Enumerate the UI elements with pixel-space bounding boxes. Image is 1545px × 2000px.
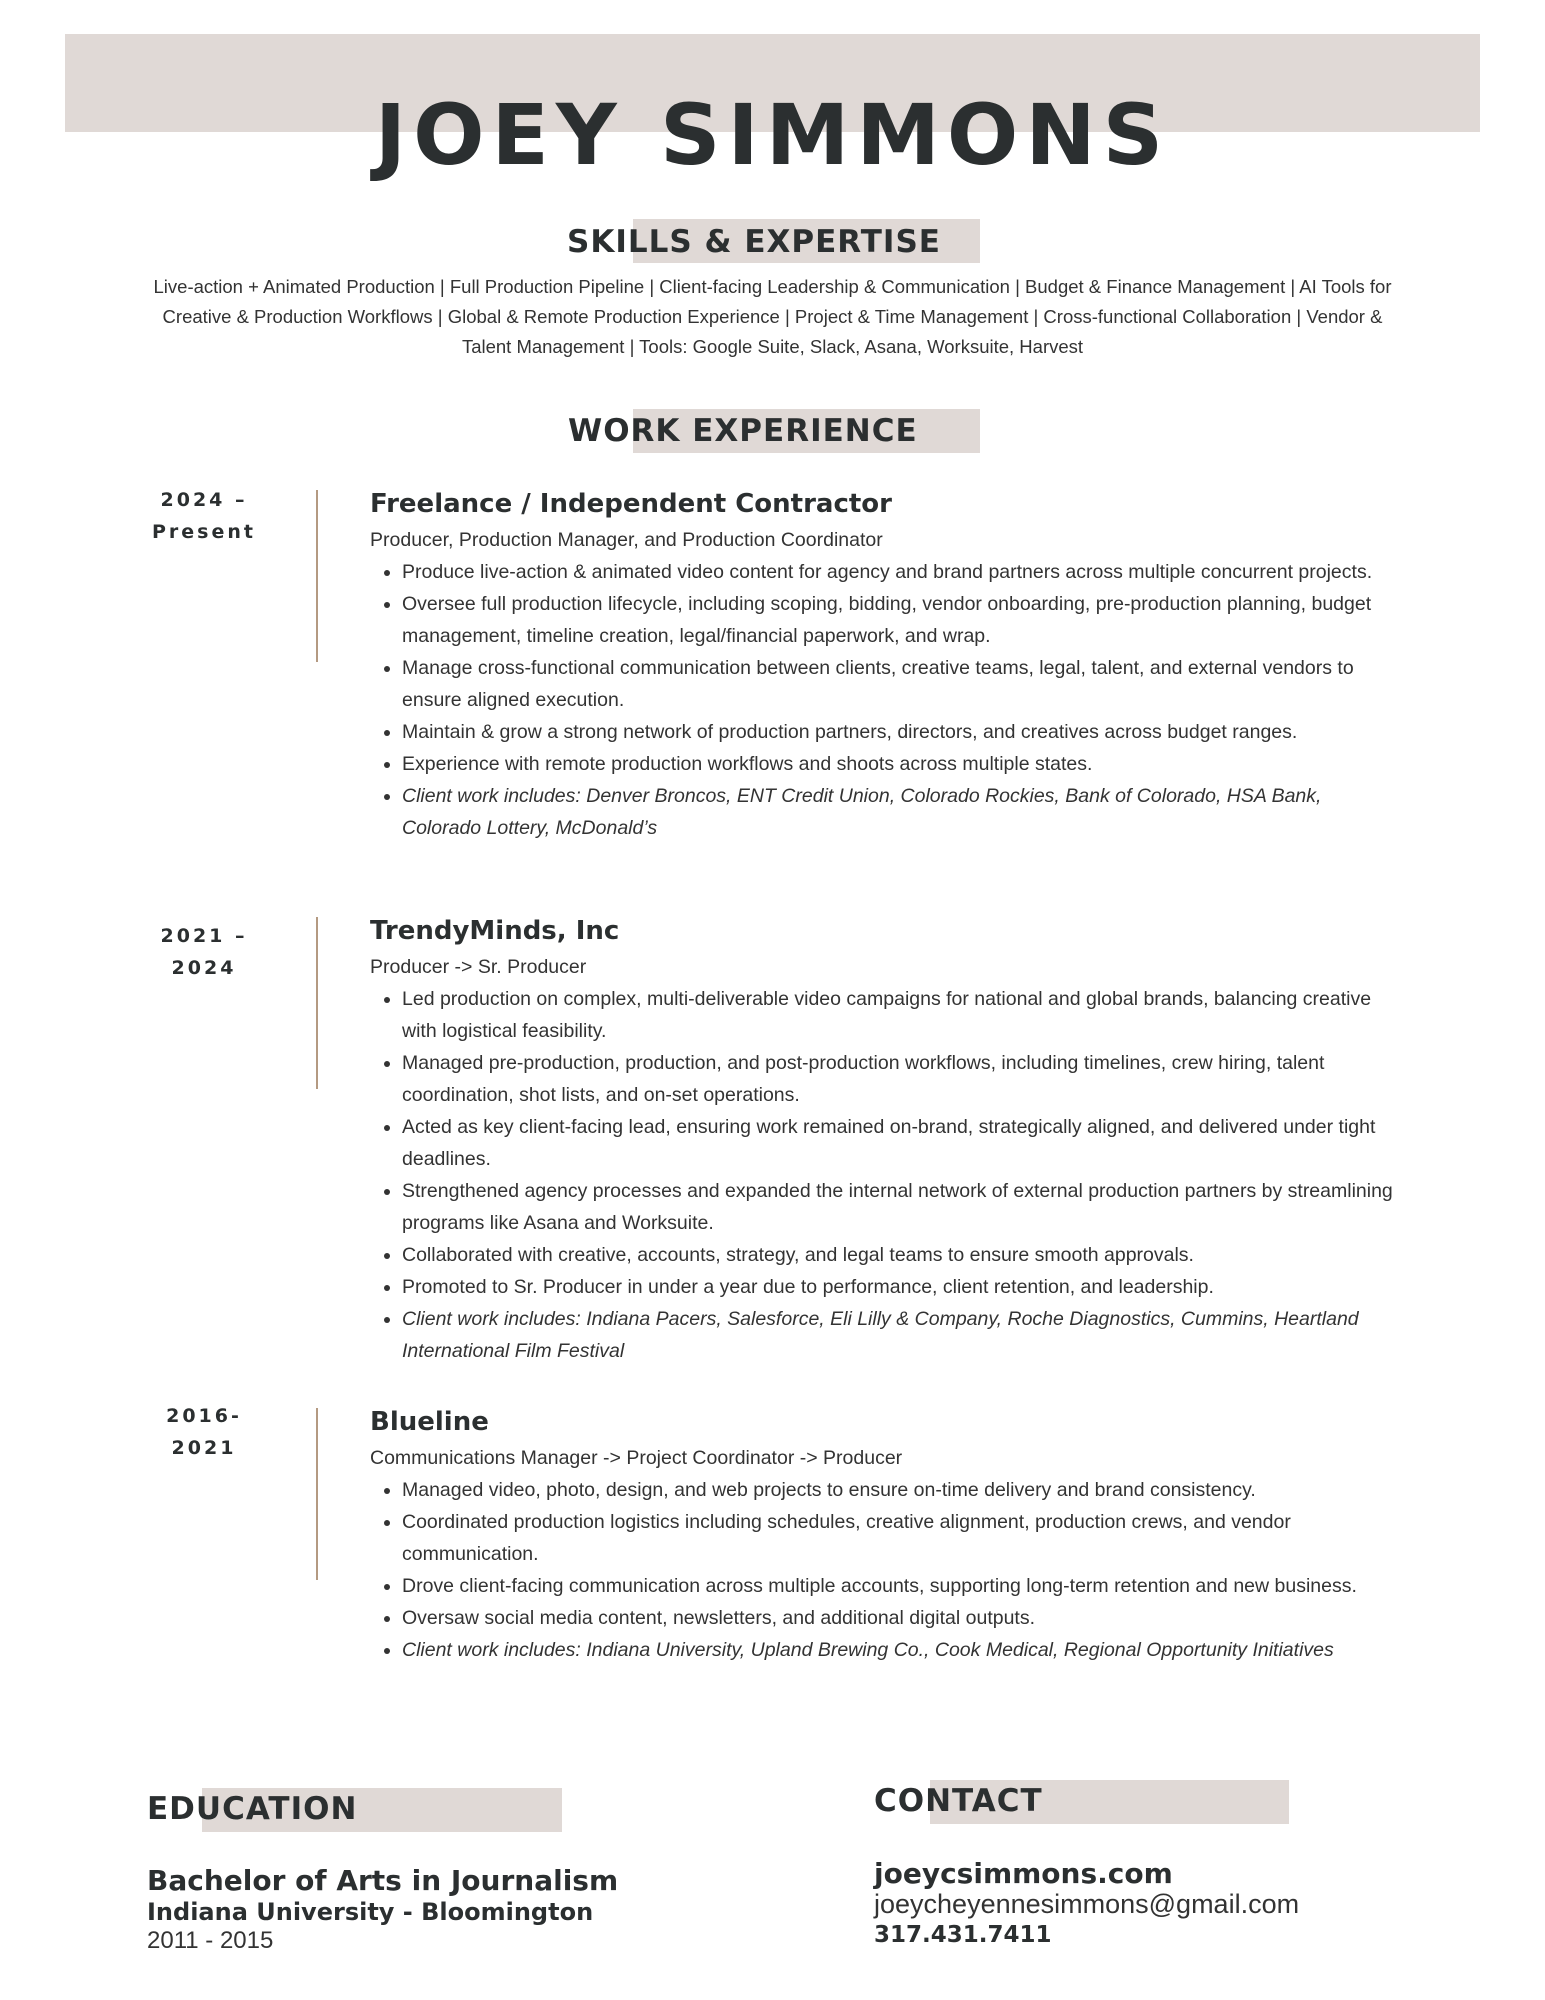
contact-email[interactable]: joeycheyennesimmons@gmail.com [874, 1889, 1300, 1919]
job-bullet: • Managed pre-production, production, and post-production workflows, including timelines, crew hiring, talent coordination, shot lists, and on-set operations. [402, 1047, 1400, 1111]
job-bullet: • Experience with remote production workflows and shoots across multiple states. [402, 748, 1400, 780]
timeline-divider [316, 1408, 318, 1580]
job-clients: • Client work includes: Indiana Pacers, Salesforce, Eli Lilly & Company, Roche Diagnostics, Cummins, Heartland International Film Festival [402, 1303, 1400, 1367]
job-bullet: • Oversaw social media content, newsletters, and additional digital outputs. [402, 1602, 1400, 1634]
job-bullets [370, 1474, 1400, 1666]
resume-name: JOEY SIMMONS [374, 86, 1171, 184]
job-company: TrendyMinds, Inc [370, 916, 620, 946]
timeline-divider [316, 490, 318, 662]
job-role: Communications Manager -> Project Coordinator -> Producer [370, 1447, 903, 1469]
job-bullet: • Maintain & grow a strong network of production partners, directors, and creatives across budget ranges. [402, 716, 1400, 748]
job-date-end: 2024 [171, 957, 237, 979]
job-bullet: • Collaborated with creative, accounts, strategy, and legal teams to ensure smooth approvals. [402, 1239, 1400, 1271]
job-date-end: 2021 [171, 1437, 237, 1459]
job-date-end: Present [152, 521, 256, 543]
job-bullet: • Manage cross-functional communication between clients, creative teams, legal, talent, and external vendors to ensure aligned execution. [402, 652, 1400, 716]
timeline-divider [316, 917, 318, 1089]
education-title: EDUCATION [147, 1791, 358, 1827]
job-entry [370, 911, 1400, 1367]
contact-title: CONTACT [874, 1783, 1043, 1819]
job-date [144, 484, 264, 548]
job-date-start: 2021 – [160, 925, 248, 947]
job-bullet: • Promoted to Sr. Producer in under a year due to performance, client retention, and leadership. [402, 1271, 1400, 1303]
job-bullet: • Produce live-action & animated video content for agency and brand partners across multiple concurrent projects. [402, 556, 1400, 588]
job-role: Producer -> Sr. Producer [370, 956, 587, 978]
contact-phone[interactable]: 317.431.7411 [874, 1922, 1052, 1948]
education-school: Indiana University - Bloomington [147, 1898, 594, 1926]
job-bullet: • Strengthened agency processes and expanded the internal network of external production partners by streamlining programs like Asana and Worksuite. [402, 1175, 1400, 1239]
job-entry [370, 1402, 1400, 1666]
education-years: 2011 - 2015 [147, 1927, 274, 1954]
job-company: Blueline [370, 1407, 489, 1437]
job-bullet: • Coordinated production logistics including schedules, creative alignment, production crews, and vendor communication. [402, 1506, 1400, 1570]
job-entry [370, 484, 1400, 844]
job-date-start: 2024 – [160, 489, 248, 511]
education-degree: Bachelor of Arts in Journalism [147, 1864, 619, 1897]
job-date-start: 2016- [166, 1405, 242, 1427]
job-date [144, 920, 264, 984]
job-date [144, 1400, 264, 1464]
skills-title: SKILLS & EXPERTISE [567, 224, 941, 260]
job-company: Freelance / Independent Contractor [370, 489, 892, 519]
job-bullet: • Acted as key client-facing lead, ensuring work remained on-brand, strategically aligned, and delivered under tight deadlines. [402, 1111, 1400, 1175]
skills-text: Live-action + Animated Production | Full Production Pipeline | Client-facing Leadership & Communication | Budget & Finance Management | AI Tools for Creative & Production Workflows | Global & Remote Production Experience | Project & Time Management | Cross-functional Collaboration | Vendor & Talent Management | Tools: Google Suite, Slack, Asana, Worksuite, Harvest [153, 276, 1392, 357]
job-role: Producer, Production Manager, and Production Coordinator [370, 529, 883, 551]
job-bullets [370, 556, 1400, 844]
job-bullet: • Managed video, photo, design, and web projects to ensure on-time delivery and brand consistency. [402, 1474, 1400, 1506]
job-bullet: • Oversee full production lifecycle, including scoping, bidding, vendor onboarding, pre-production planning, budget management, timeline creation, legal/financial paperwork, and wrap. [402, 588, 1400, 652]
job-bullet: • Drove client-facing communication across multiple accounts, supporting long-term retention and new business. [402, 1570, 1400, 1602]
work-title: WORK EXPERIENCE [568, 413, 918, 449]
contact-website[interactable]: joeycsimmons.com [874, 1857, 1173, 1890]
job-bullets [370, 983, 1400, 1367]
job-clients: • Client work includes: Denver Broncos, ENT Credit Union, Colorado Rockies, Bank of Colorado, HSA Bank, Colorado Lottery, McDonald’s [402, 780, 1400, 844]
job-clients: • Client work includes: Indiana University, Upland Brewing Co., Cook Medical, Regional Opportunity Initiatives [402, 1634, 1400, 1666]
job-bullet: • Led production on complex, multi-deliverable video campaigns for national and global brands, balancing creative with logistical feasibility. [402, 983, 1400, 1047]
